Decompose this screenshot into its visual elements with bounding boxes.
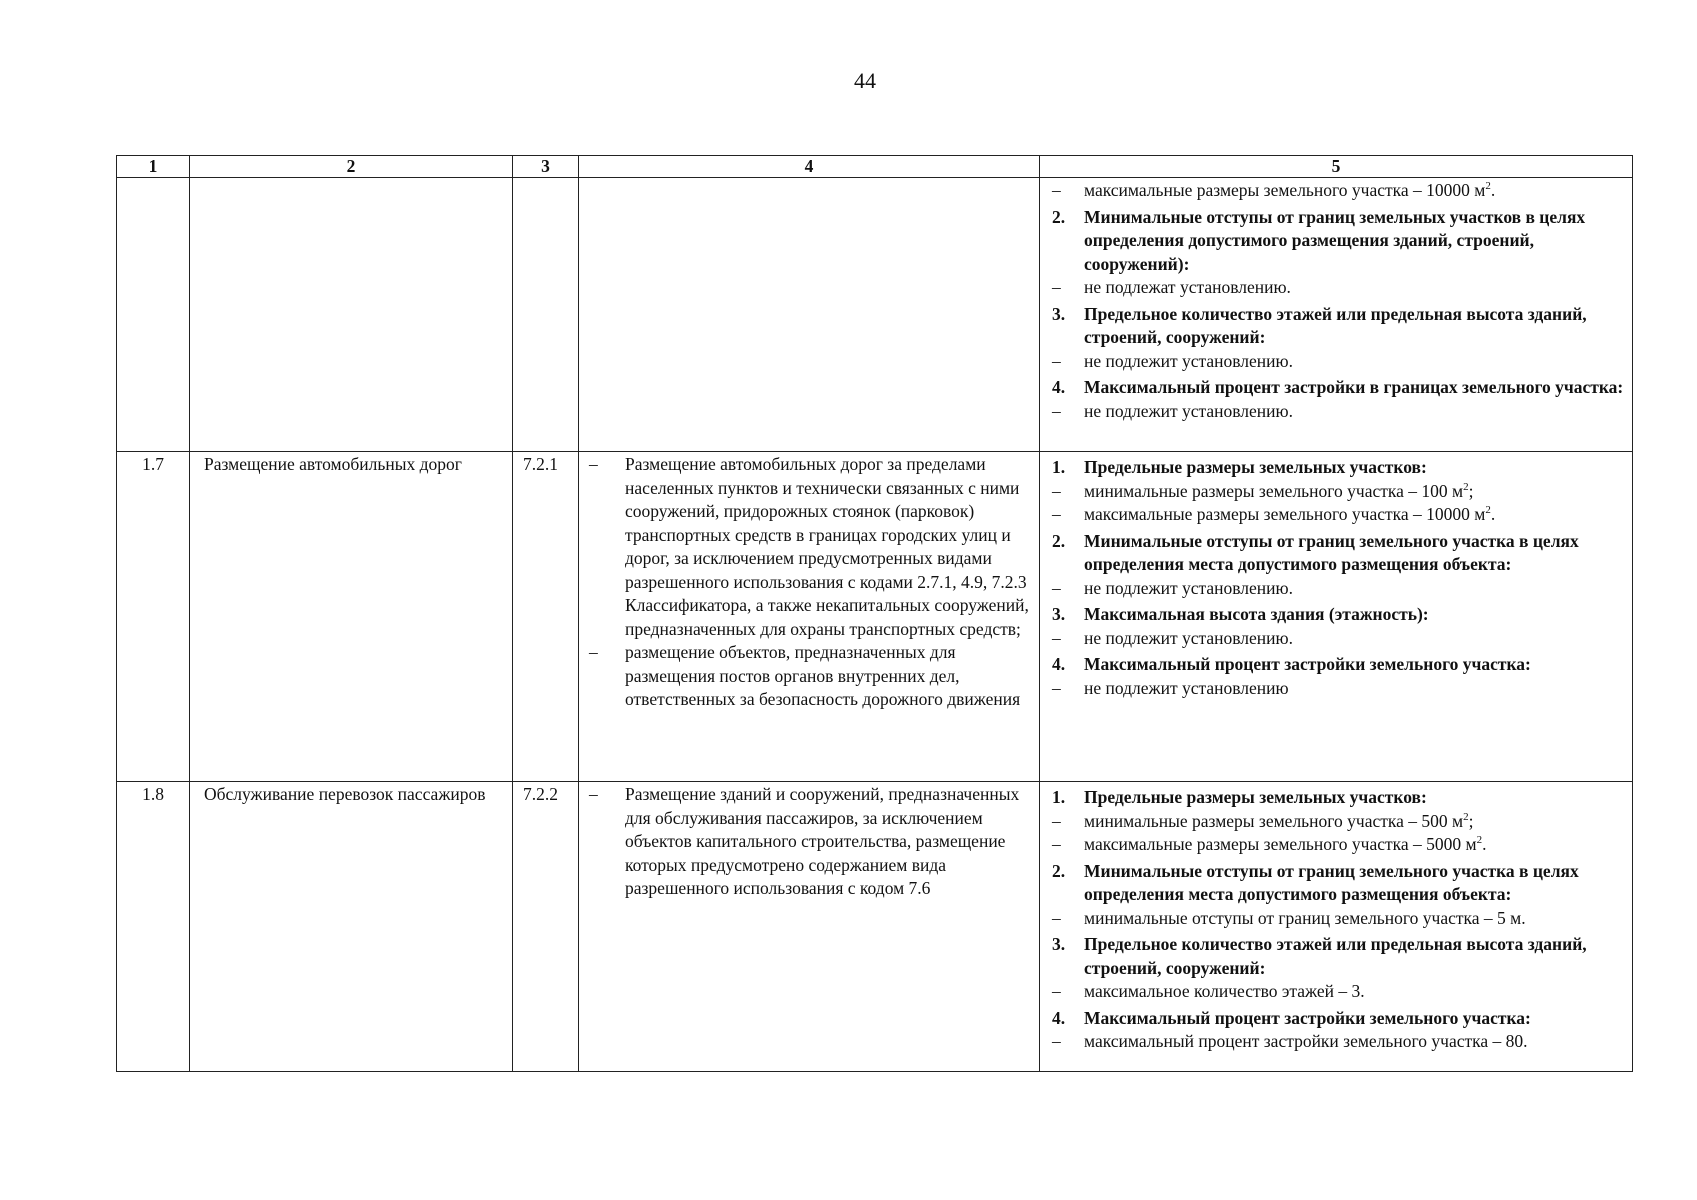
parameter-text: минимальные размеры земельного участка – 100 $м^2$;	[1084, 480, 1474, 501]
parameter-text: не подлежат установлению.	[1084, 277, 1291, 297]
description-item	[585, 783, 1033, 901]
description-text: Размещение зданий и сооружений, предназначенных для обслуживания пассажиров, за исключением объектов капитального строительства, размещение которых предусмотрено содержанием вида разрешенного использования с кодом 7.6	[625, 784, 1020, 898]
parameters-cell	[1040, 178, 1633, 452]
item-number: 4.	[1052, 654, 1066, 674]
parameter-value	[1046, 833, 1626, 857]
parameter-heading	[1046, 376, 1626, 400]
parameter-text: максимальный процент застройки земельного участка – 80.	[1084, 1031, 1528, 1051]
dash-marker: –	[1052, 981, 1061, 1001]
parameter-value	[1046, 627, 1626, 651]
parameter-text: Максимальный процент застройки земельного участка:	[1084, 1007, 1531, 1028]
item-number: 3.	[1052, 303, 1066, 324]
parameter-value	[1046, 350, 1626, 374]
parameter-text: не подлежит установлению.	[1084, 400, 1293, 421]
parameter-text: Предельные размеры земельных участков:	[1084, 457, 1427, 477]
header-col-3: 3	[513, 156, 579, 178]
page-number: 44	[854, 68, 876, 93]
parameter-text: максимальные размеры земельного участка – 10000 $м^2$.	[1084, 180, 1496, 200]
header-col-1: 1	[117, 156, 190, 178]
parameter-text: минимальные отступы от границ земельного участка – 5 м.	[1084, 907, 1526, 928]
parameter-text: Максимальная высота здания (этажность):	[1084, 604, 1429, 624]
parameter-text: Предельное количество этажей или предельная высота зданий, строений, сооружений:	[1084, 303, 1587, 347]
parameter-text: Минимальные отступы от границ земельного участка в целях определения места допустимого размещения объекта:	[1084, 860, 1579, 904]
parameter-heading	[1046, 786, 1626, 810]
row-number: 1.7	[117, 452, 190, 782]
parameter-text: не подлежит установлению	[1084, 677, 1289, 698]
parameter-text: Минимальные отступы от границ земельного участка в целях определения места допустимого размещения объекта:	[1084, 530, 1579, 574]
dash-marker: –	[1052, 1031, 1061, 1051]
header-col-4: 4	[579, 156, 1040, 178]
dash-marker: –	[1052, 277, 1061, 297]
cell-empty	[117, 178, 190, 452]
parameter-text: максимальные размеры земельного участка – 5000 $м^2$.	[1084, 834, 1487, 854]
parameters-cell	[1040, 452, 1633, 782]
item-number: 4.	[1052, 1007, 1066, 1028]
dash-marker: –	[589, 784, 598, 804]
dash-marker: –	[1052, 180, 1061, 200]
parameter-value	[1046, 810, 1626, 834]
parameter-value	[1046, 503, 1626, 527]
dash-marker: –	[1052, 627, 1061, 648]
row-number: 1.8	[117, 782, 190, 1072]
dash-marker: –	[1052, 400, 1061, 421]
use-name: Обслуживание перевозок пассажиров	[190, 782, 513, 1072]
parameter-text: максимальные размеры земельного участка – 10000 $м^2$.	[1084, 504, 1496, 524]
zoning-table	[116, 155, 1633, 1072]
parameter-value	[1046, 677, 1626, 701]
header-col-2: 2	[190, 156, 513, 178]
use-description	[579, 782, 1040, 1072]
dash-marker: –	[1052, 810, 1061, 831]
item-number: 2.	[1052, 206, 1066, 227]
use-name: Размещение автомобильных дорог	[190, 452, 513, 782]
dash-marker: –	[1052, 504, 1061, 524]
description-item	[585, 641, 1033, 712]
parameter-heading	[1046, 206, 1626, 277]
item-number: 3.	[1052, 604, 1066, 624]
dash-marker: –	[1052, 480, 1061, 501]
dash-marker: –	[1052, 677, 1061, 698]
parameter-heading	[1046, 456, 1626, 480]
item-number: 1.	[1052, 457, 1066, 477]
table-row	[117, 782, 1633, 1072]
parameter-value	[1046, 577, 1626, 601]
item-number: 2.	[1052, 530, 1066, 551]
use-description	[579, 452, 1040, 782]
parameter-text: не подлежит установлению.	[1084, 577, 1293, 598]
parameter-text: максимальное количество этажей – 3.	[1084, 981, 1365, 1001]
dash-marker: –	[1052, 907, 1061, 928]
parameter-value	[1046, 1030, 1626, 1054]
parameter-heading	[1046, 530, 1626, 577]
description-text: Размещение автомобильных дорог за пределами населенных пунктов и технически связанных с ними сооружений, придорожных стоянок (парковок) транспортных средств в границах городских улиц и дорог, за исключением предусмотренных видами разрешенного использования с кодами 2.7.1, 4.9, 7.2.3 Классификатора, а также некапитальных сооружений, предназначенных для охраны транспортных средств;	[625, 454, 1029, 639]
superscript: 2	[1485, 180, 1491, 193]
parameter-text: Предельное количество этажей или предельная высота зданий, строений, сооружений:	[1084, 934, 1587, 978]
cell-empty	[190, 178, 513, 452]
header-col-5: 5	[1040, 156, 1633, 178]
table-row	[117, 452, 1633, 782]
parameter-heading	[1046, 303, 1626, 350]
description-text: размещение объектов, предназначенных для размещения постов органов внутренних дел, ответственных за безопасность дорожного движения	[625, 642, 1021, 709]
parameter-heading	[1046, 1007, 1626, 1031]
dash-marker: –	[589, 642, 598, 662]
parameter-value	[1046, 480, 1626, 504]
superscript: 2	[1476, 834, 1483, 847]
parameter-text: не подлежит установлению.	[1084, 350, 1293, 371]
superscript: 2	[1463, 480, 1469, 493]
parameter-text: не подлежит установлению.	[1084, 627, 1293, 648]
dash-marker: –	[1052, 834, 1061, 854]
parameter-text: Предельные размеры земельных участков:	[1084, 787, 1427, 807]
parameter-heading	[1046, 653, 1626, 677]
header-row	[117, 156, 1633, 178]
superscript: 2	[1463, 810, 1469, 823]
table-row-continuation	[117, 178, 1633, 452]
dash-marker: –	[589, 454, 598, 474]
item-number: 3.	[1052, 934, 1066, 954]
parameter-value	[1046, 907, 1626, 931]
parameters-cell	[1040, 782, 1633, 1072]
superscript: 2	[1485, 504, 1491, 517]
parameter-text: Максимальный процент застройки в границах земельного участка:	[1084, 377, 1624, 397]
use-code: 7.2.2	[513, 782, 579, 1072]
parameter-value	[1046, 400, 1626, 424]
item-number: 4.	[1052, 377, 1066, 397]
parameter-value	[1046, 980, 1626, 1004]
parameter-heading	[1046, 933, 1626, 980]
cell-empty	[513, 178, 579, 452]
parameter-text: Минимальные отступы от границ земельных участков в целях определения допустимого размещения зданий, строений, сооружений):	[1084, 206, 1586, 274]
dash-marker: –	[1052, 350, 1061, 371]
cell-empty	[579, 178, 1040, 452]
description-item	[585, 453, 1033, 641]
dash-marker: –	[1052, 577, 1061, 598]
parameter-value	[1046, 276, 1626, 300]
item-number: 1.	[1052, 787, 1066, 807]
item-number: 2.	[1052, 860, 1066, 881]
parameter-heading	[1046, 603, 1626, 627]
parameter-heading	[1046, 860, 1626, 907]
use-code: 7.2.1	[513, 452, 579, 782]
parameter-value	[1046, 179, 1626, 203]
parameter-text: минимальные размеры земельного участка – 500 $м^2$;	[1084, 810, 1474, 831]
parameter-text: Максимальный процент застройки земельного участка:	[1084, 654, 1531, 674]
